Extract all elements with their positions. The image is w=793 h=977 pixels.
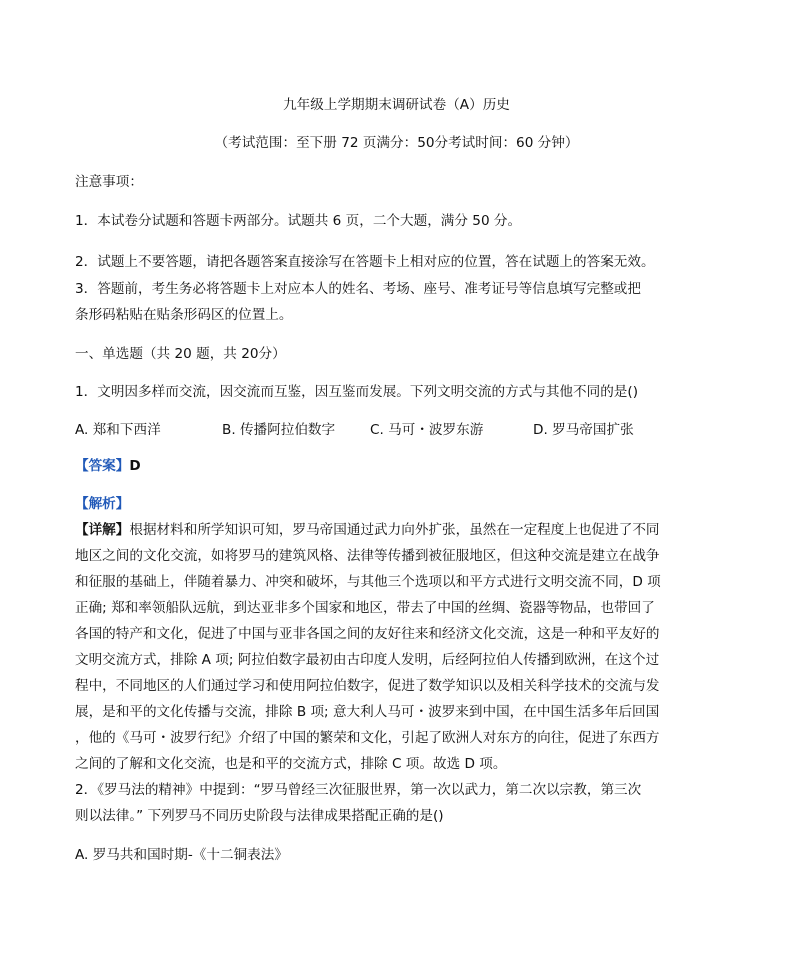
notice-item-3-line-1: 3．答题前，考生务必将答题卡上对应本人的姓名、考场、座号、准考证号等信息填写完整或把 <box>75 281 641 297</box>
answer-label: 【答案】 <box>75 458 130 474</box>
analysis-line: 之间的了解和文化交流，也是和平的交流方式，排除 C 项。故选 D 项。 <box>75 756 507 772</box>
analysis-line <box>75 520 660 540</box>
notice-item-2: 2．试题上不要答题，请把各题答案直接涂写在答题卡上相对应的位置，答在试题上的答案无效。 <box>75 254 655 270</box>
analysis-line-text: 根据材料和所学知识可知，罗马帝国通过武力向外扩张，虽然在一定程度上也促进了不同 <box>129 522 660 538</box>
question-2-stem-line-1: 2．《罗马法的精神》中提到：“罗马曾经三次征服世界，第一次以武力，第二次以宗教，第三次 <box>75 782 642 798</box>
answer-value: D <box>129 458 141 474</box>
question-1-analysis-label <box>75 494 129 514</box>
question-2-option-a: A. 罗马共和国时期-《十二铜表法》 <box>75 847 288 863</box>
question-2-stem-line-2: 则以法律。” 下列罗马不同历史阶段与法律成果搭配正确的是() <box>75 808 444 824</box>
analysis-line: 地区之间的文化交流，如将罗马的建筑风格、法律等传播到被征服地区，但这种交流是建立在战争 <box>75 548 660 564</box>
exam-subtitle: （考试范围：至下册 72 页满分：50分考试时间：60 分钟） <box>214 135 579 151</box>
analysis-line: 和征服的基础上，伴随着暴力、冲突和破坏，与其他三个选项以和平方式进行文明交流不同，D 项 <box>75 574 661 590</box>
notice-item-3-line-2: 条形码粘贴在贴条形码区的位置上。 <box>75 307 293 323</box>
analysis-line: 文明交流方式，排除 A 项; 阿拉伯数字最初由古印度人发明，后经阿拉伯人传播到欧洲，在这个过 <box>75 652 660 668</box>
exam-title: 九年级上学期期末调研试卷（A）历史 <box>283 97 510 113</box>
question-1-option-b: B. 传播阿拉伯数字 <box>222 422 336 438</box>
question-1-option-c: C. 马可・波罗东游 <box>370 422 484 438</box>
analysis-line: ，他的《马可・波罗行纪》介绍了中国的繁荣和文化，引起了欧洲人对东方的向往，促进了东西方 <box>75 730 660 746</box>
detail-label: 【详解】 <box>75 522 130 538</box>
analysis-line: 程中，不同地区的人们通过学习和使用阿拉伯数字，促进了数学知识以及相关科学技术的交流与发 <box>75 678 660 694</box>
analysis-line: 各国的特产和文化，促进了中国与亚非各国之间的友好往来和经济文化交流，这是一种和平友好的 <box>75 626 660 642</box>
section-heading: 一、单选题（共 20 题，共 20分） <box>75 346 286 362</box>
analysis-label: 【解析】 <box>75 496 130 512</box>
question-1-stem: 1．文明因多样而交流，因交流而互鉴，因互鉴而发展。下列文明交流的方式与其他不同的是() <box>75 384 639 400</box>
notice-heading: 注意事项： <box>75 174 143 190</box>
question-1-option-a: A. 郑和下西洋 <box>75 422 161 438</box>
question-1-option-d: D. 罗马帝国扩张 <box>533 422 634 438</box>
question-1-answer <box>75 456 141 476</box>
notice-item-1: 1．本试卷分试题和答题卡两部分。试题共 6 页，二个大题，满分 50 分。 <box>75 213 522 229</box>
analysis-line: 展，是和平的文化传播与交流，排除 B 项; 意大利人马可・波罗来到中国，在中国生活多年后回国 <box>75 704 660 720</box>
analysis-line: 正确; 郑和率领船队远航，到达亚非多个国家和地区，带去了中国的丝绸、瓷器等物品，也带回了 <box>75 600 655 616</box>
